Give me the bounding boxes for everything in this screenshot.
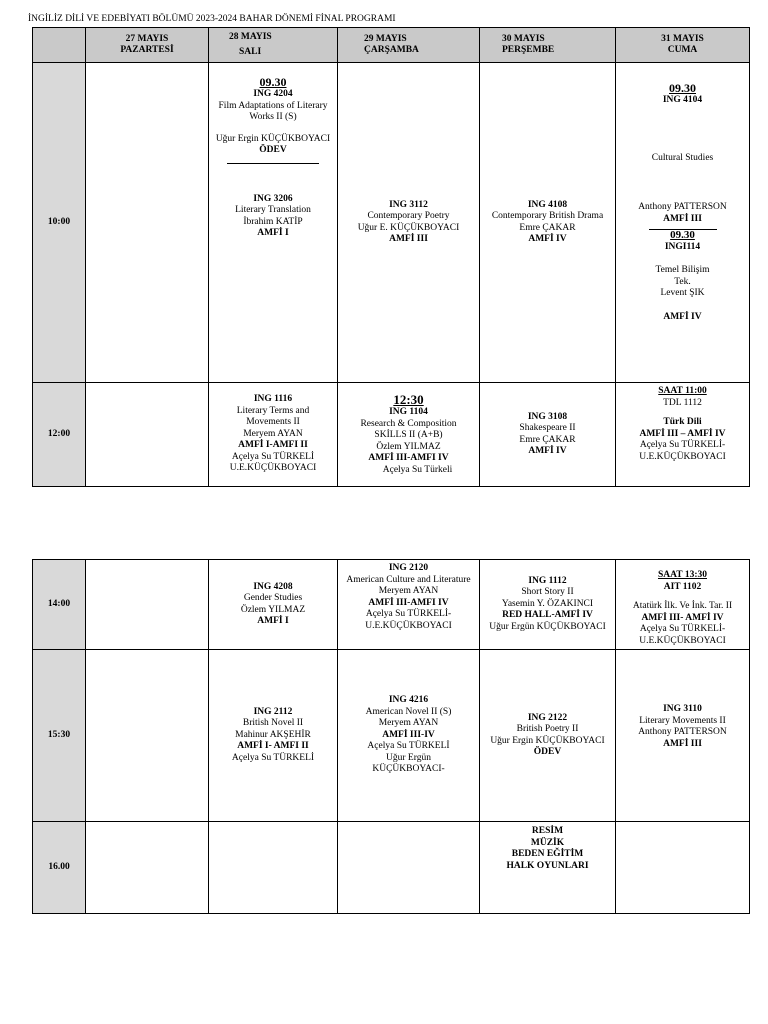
elective-course: RESİM [531,826,564,836]
exam-time: 12:30 [393,392,424,407]
room: ÖDEV [259,145,287,155]
header-day: CUMA [667,45,698,55]
cell-tuesday-1000 [209,63,338,383]
room: AMFİ III [663,213,702,224]
cell-wednesday-1400 [338,560,480,650]
course-name: Short Story II [521,587,574,598]
course-code: AIT 1102 [663,581,702,592]
cell-monday-1530 [86,650,209,822]
row-1530 [33,650,750,822]
room: AMFİ III-AMFI IV [368,597,449,608]
course-name: Literary Terms and [236,405,310,416]
exam-time: 09.30 [259,75,287,89]
header-row [33,28,750,63]
course-code: ING 2120 [388,563,429,573]
instructor: Uğur E. KÜÇÜKBOYACI [357,222,460,233]
course-code: ING 3110 [663,704,702,714]
proctor: U.E.KÜÇÜKBOYACI [639,635,726,646]
proctor: KÜÇÜKBOYACI- [372,764,445,775]
row-1600 [33,822,750,914]
instructor: Özlem YILMAZ [240,604,306,615]
proctor: Açelya Su Türkeli [382,464,453,475]
cell-monday-1000 [86,63,209,383]
divider [227,163,319,164]
time-cell: 14:00 [33,560,86,650]
elective-course: BEDEN EĞİTİM [511,849,584,859]
time-cell: 10:00 [33,63,86,383]
course-name: Cultural Studies [651,152,714,163]
cell-tuesday-1400 [209,560,338,650]
room: AMFİ IV [528,234,567,244]
cell-tuesday-1530 [209,650,338,822]
time-cell: 16.00 [33,822,86,914]
room: AMFİ III [663,738,702,749]
row-1200 [33,383,750,487]
header-friday [616,28,750,63]
proctor: Açelya Su TÜRKELİ- [639,440,726,450]
cell-friday-1000 [616,63,750,383]
cell-friday-1400 [616,560,750,650]
header-date: 30 MAYIS [502,33,545,44]
schedule-table-upper [32,27,750,487]
row-1400 [33,560,750,650]
instructor: Anthony PATTERSON [638,202,727,212]
exam-time: 09.30 [670,229,695,241]
header-thursday [480,28,616,63]
course-name: Contemporary Poetry [367,211,450,221]
cell-wednesday-1200 [338,383,480,487]
course-code: ING 2122 [527,712,568,723]
exam-time: SAAT 11:00 [658,386,707,396]
course-name: SKİLLS II (A+B) [374,430,443,440]
course-name: Tek. [674,276,691,287]
room: AMFİ I [257,616,289,626]
course-name: Movements II [246,417,300,428]
instructor: Meryem AYAN [243,428,303,439]
cell-thursday-1200 [480,383,616,487]
proctor: Açelya Su TÜRKELİ [367,741,450,752]
instructor: Özlem YILMAZ [376,441,441,452]
course-code: ING 4204 [253,89,293,99]
instructor: İbrahim KATİP [243,216,303,227]
instructor: Emre ÇAKAR [519,222,576,233]
course-code: ING 1104 [389,407,428,417]
proctor: Uğur Ergün KÜÇÜKBOYACI [489,621,606,632]
cell-tuesday-1600 [209,822,338,914]
instructor: Meryem AYAN [378,718,439,729]
course-name: Literary Movements II [639,715,726,726]
cell-tuesday-1200 [209,383,338,487]
header-date: 27 MAYIS [125,33,169,44]
cell-monday-1200 [86,383,209,487]
course-name: Contemporary British Drama [491,211,604,221]
elective-course: HALK OYUNLARI [506,860,589,871]
header-day: ÇARŞAMBA [364,45,419,55]
header-day: SALI [239,46,262,57]
proctor: Açelya Su TÜRKELİ [231,752,315,763]
room: AMFİ I-AMFI II [238,440,308,451]
proctor: Uğur Ergün [386,752,431,763]
header-date: 29 MAYIS [364,33,407,44]
header-corner [33,28,86,63]
row-1000 [33,63,750,383]
instructor: Meryem AYAN [378,586,439,596]
course-name: Shakespeare II [519,423,576,433]
cell-monday-1400 [86,560,209,650]
course-code: ING 4216 [388,695,429,706]
room: ÖDEV [533,747,562,757]
header-date: 31 MAYIS [661,33,704,44]
room: AMFİ III – AMFİ IV [639,428,726,439]
course-name: Atatürk İlk. Ve İnk. Tar. II [632,601,733,611]
course-code: TDL 1112 [663,397,702,408]
instructor: Uğur Ergin KÜÇÜKBOYACI [215,133,331,144]
course-name: American Novel II (S) [365,706,452,717]
course-name: British Poetry II [516,724,579,734]
cell-wednesday-1530 [338,650,480,822]
header-day: PAZARTESİ [120,45,174,55]
header-monday [86,28,209,63]
course-code: ING 4108 [527,199,568,210]
room: RED HALL-AMFİ IV [502,610,593,621]
course-name: Literary Translation [235,205,311,215]
cell-monday-1600 [86,822,209,914]
room: AMFİ III [389,234,428,244]
cell-friday-1600 [616,822,750,914]
proctor: Açelya Su TÜRKELİ [231,451,315,462]
exam-time: 09.30 [669,81,696,95]
header-day: PERŞEMBE [502,45,555,55]
course-code: ING 2112 [253,706,293,717]
instructor: Mahinur AKŞEHİR [235,729,311,740]
proctor: Açelya Su TÜRKELİ- [365,609,452,619]
cell-thursday-1600 [480,822,616,914]
course-code: INGI114 [664,241,701,252]
cell-thursday-1530 [480,650,616,822]
cell-friday-1530 [616,650,750,822]
room: AMFİ IV [663,311,702,322]
time-cell: 12:00 [33,383,86,487]
page-title: İNGİLİZ DİLİ VE EDEBİYATI BÖLÜMÜ 2023-2024 BAHAR DÖNEMİ FİNAL PROGRAMI [28,14,396,24]
instructor: Uğur Ergin KÜÇÜKBOYACI [490,735,605,746]
room: AMFİ I- AMFI II [237,741,309,752]
course-code: ING 3108 [527,411,568,422]
instructor: Anthony PATTERSON [638,727,727,737]
elective-course: MÜZİK [530,837,565,848]
room: AMFİ III- AMFİ IV [641,612,724,623]
proctor: U.E.KÜÇÜKBOYACI [639,451,726,462]
proctor: Açelya Su TÜRKELİ- [639,624,726,634]
time-cell: 15:30 [33,650,86,822]
course-code: ING 1116 [253,394,293,405]
course-name: American Culture and Literature [346,574,471,585]
instructor: Levent ŞIK [660,288,705,298]
cell-wednesday-1000 [338,63,480,383]
course-code: ING 4104 [662,95,703,105]
cell-thursday-1400 [480,560,616,650]
exam-time: SAAT 13:30 [657,570,707,580]
cell-friday-1200 [616,383,750,487]
proctor: U.E.KÜÇÜKBOYACI [365,620,452,631]
proctor: U.E.KÜÇÜKBOYACI [229,463,317,474]
instructor: Emre ÇAKAR [519,434,576,445]
header-tuesday [209,28,338,63]
course-name: Türk Dili [663,417,702,427]
course-name: Gender Studies [243,593,303,603]
course-name: Temel Bilişim [655,265,710,275]
room: AMFİ III-AMFI IV [368,453,449,463]
course-code: ING 4208 [253,581,293,592]
cell-thursday-1000 [480,63,616,383]
room: AMFİ IV [528,446,567,456]
cell-wednesday-1600 [338,822,480,914]
course-code: ING 3112 [389,199,428,210]
course-name: Research & Composition [360,418,457,429]
schedule-table-lower [32,559,750,914]
instructor: Yasemin Y. ÖZAKINCI [501,598,594,609]
course-code: ING 1112 [528,575,567,586]
room: AMFİ I [257,228,289,238]
course-name: British Novel II [242,718,304,729]
header-wednesday [338,28,480,63]
header-date: 28 MAYIS [229,32,272,42]
course-name: Works II (S) [249,112,297,122]
course-name: Film Adaptations of Literary [218,100,328,111]
room: AMFİ III-IV [382,729,435,740]
course-code: ING 3206 [253,193,293,204]
